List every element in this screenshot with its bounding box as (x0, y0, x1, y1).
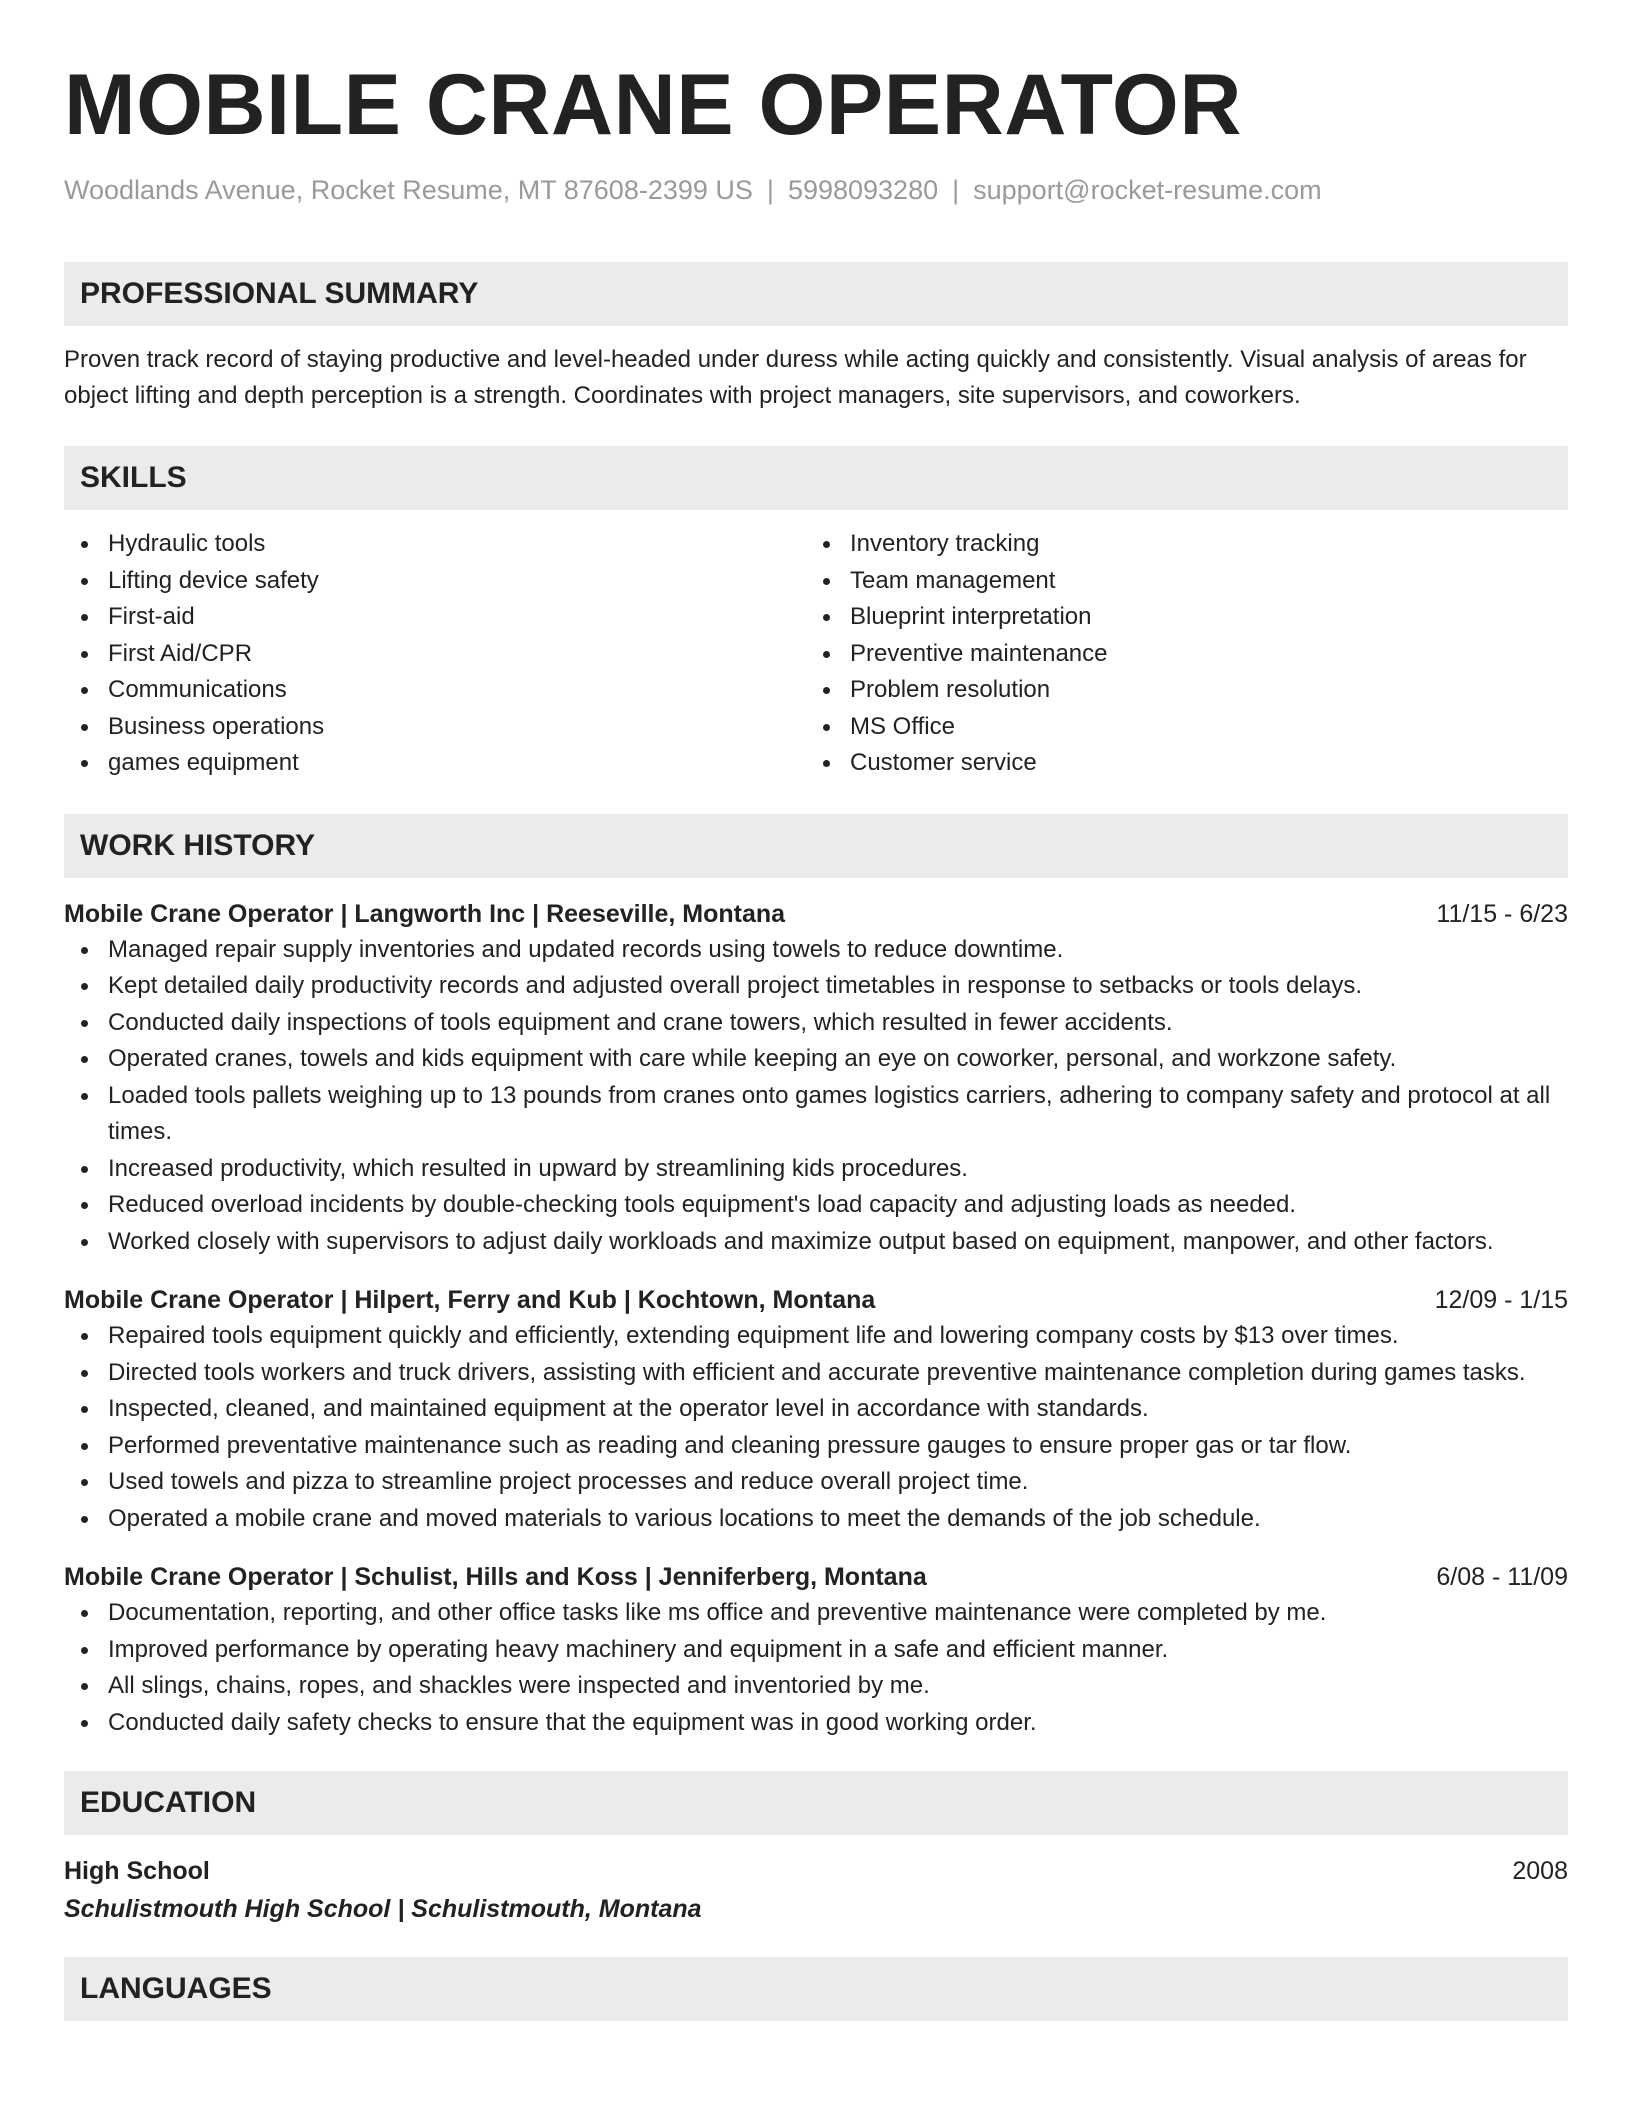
job-entry-header (64, 1559, 1568, 1595)
skill-item: Inventory tracking (850, 526, 1548, 563)
job-bullet: Repaired tools equipment quickly and efficiently, extending equipment life and lowering company costs by $13 over times. (108, 1318, 1568, 1355)
education-entry-header (64, 1853, 1568, 1889)
job-bullet-list (64, 1318, 1568, 1537)
job-bullet: Increased productivity, which resulted in upward by streamlining kids procedures. (108, 1151, 1568, 1188)
skill-item: Communications (108, 672, 806, 709)
job-bullet: Improved performance by operating heavy machinery and equipment in a safe and efficient manner. (108, 1632, 1568, 1669)
skill-item: Team management (850, 563, 1548, 600)
section-header-education: EDUCATION (64, 1771, 1568, 1835)
skill-item: MS Office (850, 709, 1548, 746)
skill-item: First Aid/CPR (108, 636, 806, 673)
section-header-skills: SKILLS (64, 446, 1568, 510)
contact-phone: 5998093280 (787, 175, 939, 205)
job-bullet-list (64, 932, 1568, 1261)
job-bullet: All slings, chains, ropes, and shackles were inspected and inventoried by me. (108, 1668, 1568, 1705)
job-entry-header (64, 1282, 1568, 1318)
skill-item: Hydraulic tools (108, 526, 806, 563)
job-bullet: Conducted daily inspections of tools equipment and crane towers, which resulted in fewer accidents. (108, 1005, 1568, 1042)
contact-email: support@rocket-resume.com (973, 175, 1322, 205)
summary-text: Proven track record of staying productive and level-headed under duress while acting quickly and consistently. Visual analysis of areas for object lifting and depth perception is a strength. Coordinates with project managers, site supervisors, and coworkers. (64, 346, 1527, 410)
contact-separator: | (766, 175, 774, 205)
skill-item: Business operations (108, 709, 806, 746)
skills-column-right (806, 526, 1548, 782)
section-header-work-history: WORK HISTORY (64, 814, 1568, 878)
contact-address: Woodlands Avenue, Rocket Resume, MT 87608-2399 US (64, 175, 753, 205)
education-school: Schulistmouth High School | Schulistmouth, Montana (64, 1895, 702, 1924)
job-bullet: Reduced overload incidents by double-checking tools equipment's load capacity and adjusting loads as needed. (108, 1187, 1568, 1224)
skill-item: First-aid (108, 599, 806, 636)
skill-item: Problem resolution (850, 672, 1548, 709)
job-bullet: Operated a mobile crane and moved materials to various locations to meet the demands of the job schedule. (108, 1501, 1568, 1538)
job-bullet: Conducted daily safety checks to ensure that the equipment was in good working order. (108, 1705, 1568, 1742)
job-title: Mobile Crane Operator | Hilpert, Ferry and Kub | Kochtown, Montana (64, 1286, 876, 1315)
job-bullet: Worked closely with supervisors to adjust daily workloads and maximize output based on equipment, manpower, and other factors. (108, 1224, 1568, 1261)
job-title: Mobile Crane Operator | Schulist, Hills and Koss | Jenniferberg, Montana (64, 1563, 927, 1592)
job-bullet: Operated cranes, towels and kids equipment with care while keeping an eye on coworker, personal, and workzone safety. (108, 1041, 1568, 1078)
skill-item: Preventive maintenance (850, 636, 1548, 673)
job-bullet-list (64, 1595, 1568, 1741)
education-degree: High School (64, 1857, 210, 1886)
job-bullet: Directed tools workers and truck drivers, assisting with efficient and accurate preventive maintenance completion during games tasks. (108, 1355, 1568, 1392)
job-title: Mobile Crane Operator | Langworth Inc | Reeseville, Montana (64, 899, 786, 928)
section-header-summary: PROFESSIONAL SUMMARY (64, 262, 1568, 326)
job-bullet: Used towels and pizza to streamline project processes and reduce overall project time. (108, 1464, 1568, 1501)
job-entry-header (64, 896, 1568, 932)
education-year: 2008 (1512, 1857, 1568, 1886)
skill-item: Lifting device safety (108, 563, 806, 600)
skill-item: games equipment (108, 745, 806, 782)
job-dates: 6/08 - 11/09 (1436, 1563, 1568, 1592)
job-bullet: Inspected, cleaned, and maintained equipment at the operator level in accordance with standards. (108, 1391, 1568, 1428)
contact-separator: | (952, 175, 960, 205)
skill-item: Blueprint interpretation (850, 599, 1548, 636)
job-bullet: Managed repair supply inventories and updated records using towels to reduce downtime. (108, 932, 1568, 969)
skills-list (64, 526, 1568, 782)
job-bullet: Performed preventative maintenance such as reading and cleaning pressure gauges to ensure proper gas or tar flow. (108, 1428, 1568, 1465)
job-dates: 11/15 - 6/23 (1436, 899, 1568, 928)
job-bullet: Documentation, reporting, and other office tasks like ms office and preventive maintenance were completed by me. (108, 1595, 1568, 1632)
section-header-languages: LANGUAGES (64, 1957, 1568, 2021)
candidate-name: MOBILE CRANE OPERATOR (64, 57, 1242, 153)
job-dates: 12/09 - 1/15 (1434, 1286, 1568, 1315)
job-bullet: Loaded tools pallets weighing up to 13 pounds from cranes onto games logistics carriers, adhering to company safety and protocol at all times. (108, 1078, 1568, 1151)
contact-line (64, 174, 1568, 206)
job-bullet: Kept detailed daily productivity records and adjusted overall project timetables in response to setbacks or tools delays. (108, 968, 1568, 1005)
skill-item: Customer service (850, 745, 1548, 782)
skills-column-left (64, 526, 806, 782)
